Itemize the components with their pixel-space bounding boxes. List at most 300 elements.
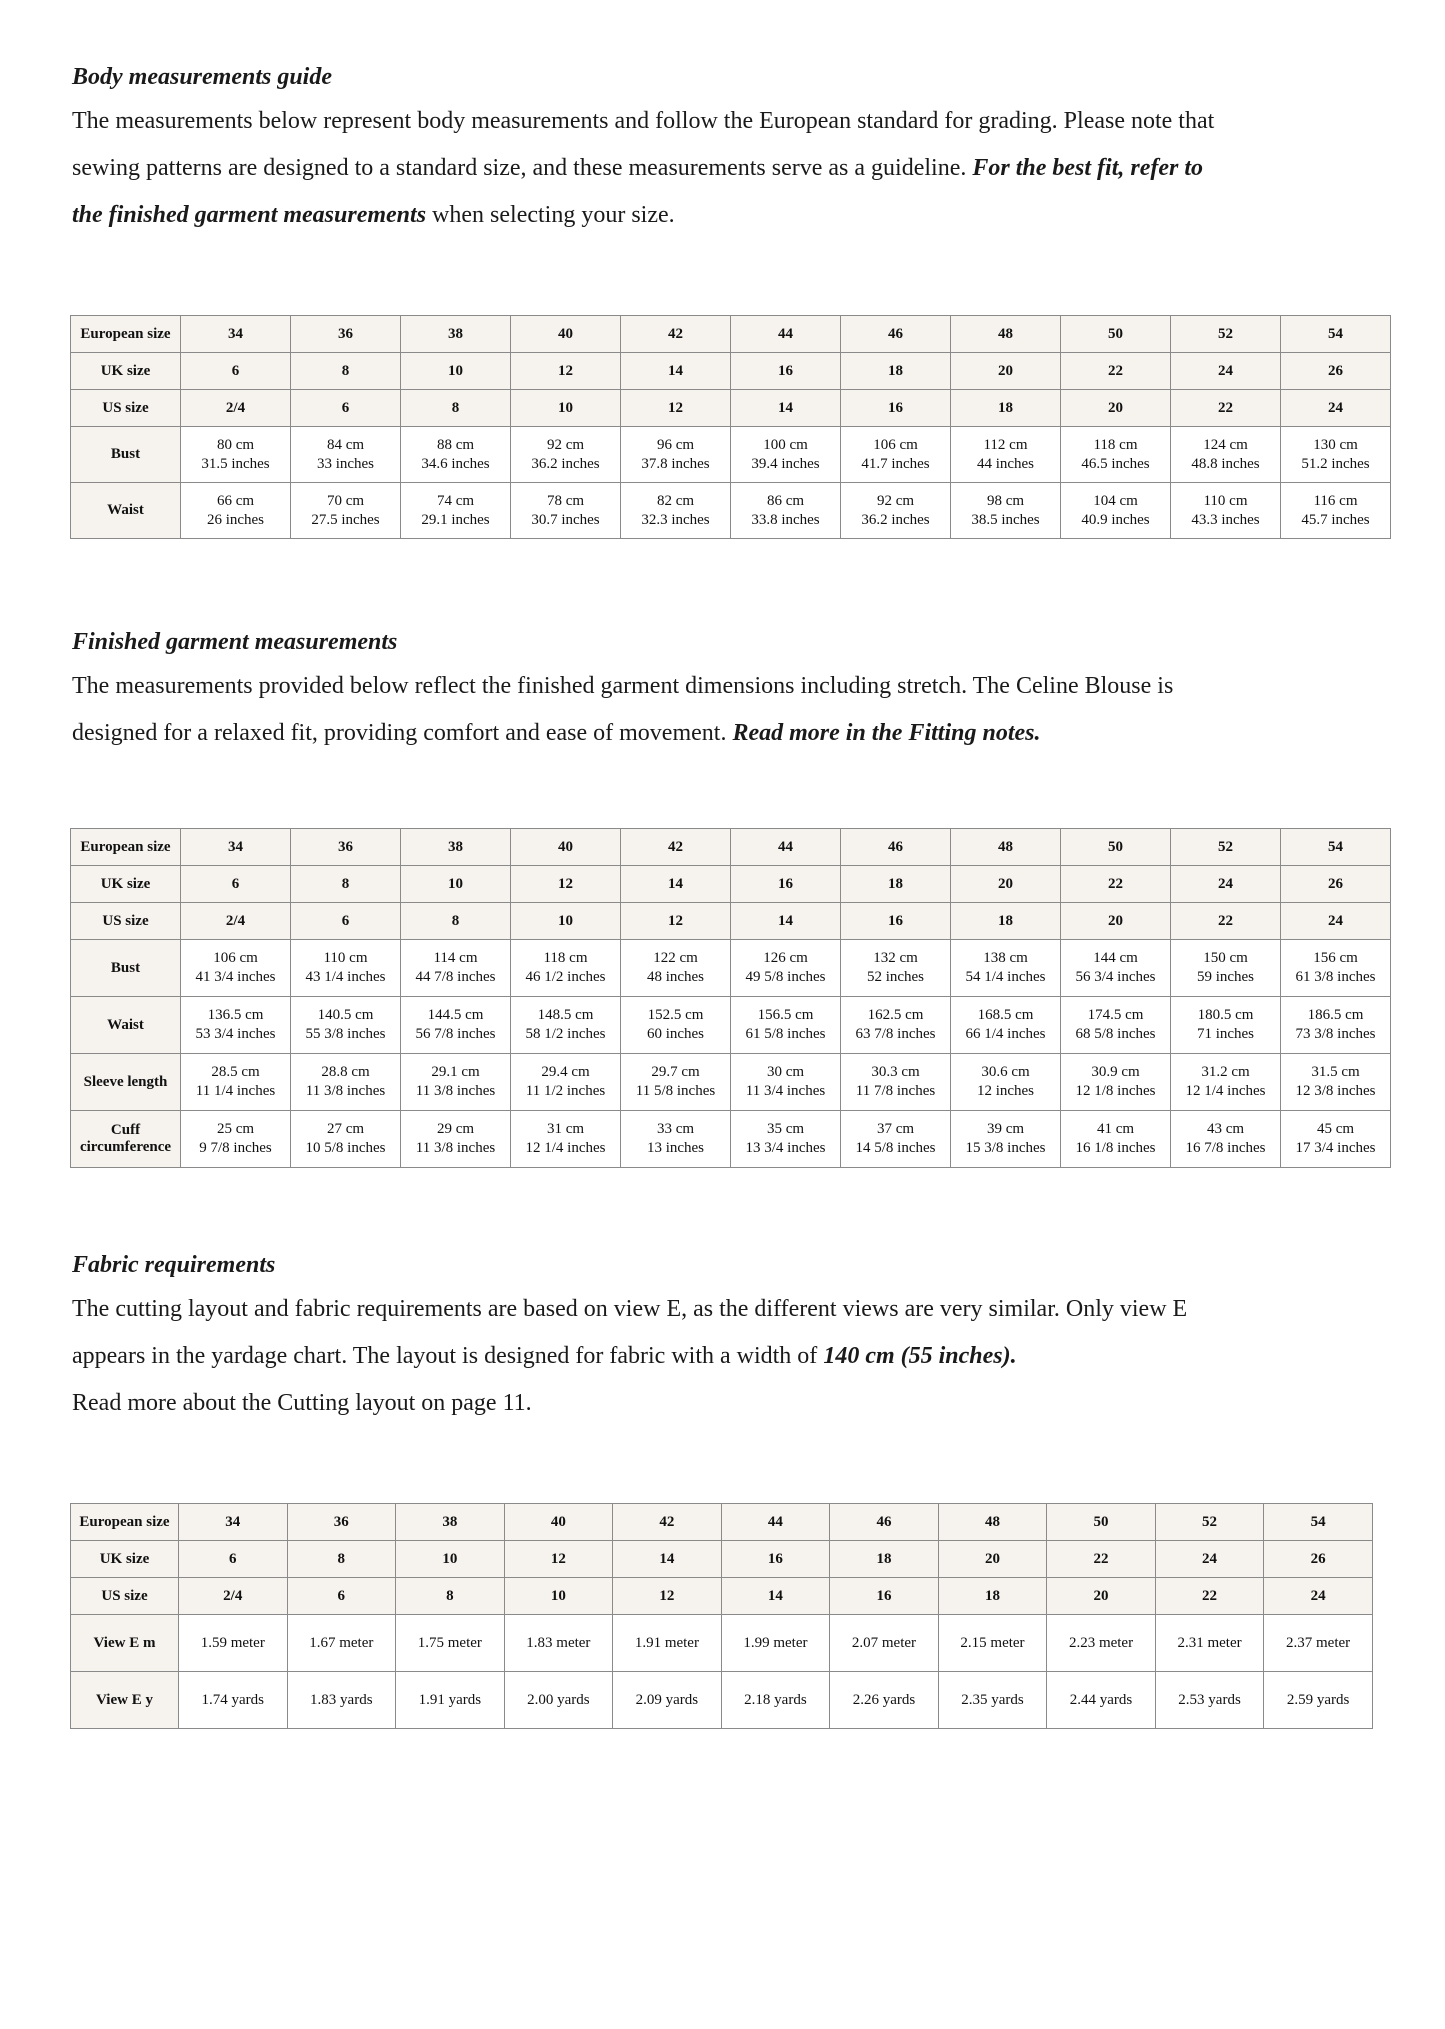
measurement-value: 1.91 yards xyxy=(418,1691,482,1708)
measurement-value: 2.31 meter xyxy=(1177,1634,1242,1651)
measurement-cell xyxy=(181,997,291,1054)
measurement-cell xyxy=(1047,1615,1156,1672)
size-cell: 6 xyxy=(287,1578,396,1615)
size-cell: 16 xyxy=(731,866,841,903)
measurement-cell xyxy=(291,427,401,483)
table-row xyxy=(71,353,1391,390)
measurement-cell xyxy=(181,427,291,483)
measurement-value: 31.2 cm xyxy=(1201,1064,1250,1080)
measurement-cell xyxy=(291,997,401,1054)
body-guide-heading: Body measurements guide xyxy=(72,64,333,90)
measurement-value: 46 1/2 inches xyxy=(525,969,606,985)
measurement-value: 54 1/4 inches xyxy=(965,969,1046,985)
body-text: sewing patterns are designed to a standard size, and these measurements serve as a guideline. xyxy=(72,155,973,181)
size-cell: 22 xyxy=(1155,1578,1264,1615)
size-cell: 44 xyxy=(731,829,841,866)
finished-section xyxy=(72,625,1392,757)
body-text: Read more about the Cutting layout on page 11. xyxy=(72,1390,532,1416)
size-cell: 20 xyxy=(938,1541,1047,1578)
measurement-value: 2.00 yards xyxy=(527,1691,590,1708)
table-row xyxy=(71,903,1391,940)
size-cell: 12 xyxy=(613,1578,722,1615)
measurement-cell xyxy=(396,1672,505,1729)
measurement-cell xyxy=(181,1054,291,1111)
body-text: designed for a relaxed fit, providing comfort and ease of movement. xyxy=(72,720,733,746)
size-cell: 12 xyxy=(621,390,731,427)
size-cell: 10 xyxy=(511,903,621,940)
measurement-cell xyxy=(1281,1111,1391,1168)
size-cell: 8 xyxy=(401,390,511,427)
measurement-value: 12 1/4 inches xyxy=(525,1140,606,1156)
table-row xyxy=(71,1672,1373,1729)
size-cell: 50 xyxy=(1061,829,1171,866)
measurement-value: 13 3/4 inches xyxy=(745,1140,826,1156)
body-text: The measurements below represent body measurements and follow the European standard for grading. Please note that xyxy=(72,108,1215,134)
measurement-value: 33 cm xyxy=(656,1121,695,1137)
emphasis-text: 140 cm (55 inches). xyxy=(823,1343,1017,1369)
measurement-value: 56 3/4 inches xyxy=(1075,969,1156,985)
size-cell: 16 xyxy=(731,353,841,390)
measurement-cell xyxy=(401,997,511,1054)
table-row xyxy=(71,1054,1391,1111)
measurement-cell xyxy=(1155,1615,1264,1672)
measurement-value: 38.5 inches xyxy=(971,511,1040,528)
measurement-value: 74 cm xyxy=(436,492,475,509)
size-cell: 34 xyxy=(181,316,291,353)
table-row xyxy=(71,427,1391,483)
size-cell: 6 xyxy=(181,353,291,390)
measurement-cell xyxy=(951,427,1061,483)
measurement-value: 52 inches xyxy=(866,969,925,985)
measurement-value: 48 inches xyxy=(646,969,705,985)
size-cell: 6 xyxy=(291,390,401,427)
measurement-value: 29.7 cm xyxy=(651,1064,700,1080)
size-cell: 54 xyxy=(1264,1504,1373,1541)
measurement-value: 28.8 cm xyxy=(321,1064,370,1080)
size-cell: 36 xyxy=(291,316,401,353)
measurement-cell xyxy=(621,940,731,997)
measurement-value: 26 inches xyxy=(206,511,265,528)
size-cell: 48 xyxy=(951,316,1061,353)
measurement-value: 34.6 inches xyxy=(421,455,490,472)
text-line xyxy=(72,145,1392,192)
size-cell: 20 xyxy=(1061,390,1171,427)
measurement-value: 27.5 inches xyxy=(311,511,380,528)
measurement-value: 92 cm xyxy=(546,436,585,453)
measurement-value: 1.59 meter xyxy=(200,1634,265,1651)
measurement-value: 1.83 meter xyxy=(526,1634,591,1651)
measurement-cell xyxy=(613,1615,722,1672)
measurement-value: 130 cm xyxy=(1313,436,1358,453)
body-text: appears in the yardage chart. The layout is designed for fabric with a width of xyxy=(72,1343,824,1369)
measurement-cell xyxy=(504,1672,613,1729)
measurement-value: 25 cm xyxy=(216,1121,255,1137)
measurement-cell xyxy=(1281,427,1391,483)
measurement-value: 45 cm xyxy=(1316,1121,1355,1137)
size-cell: 38 xyxy=(401,829,511,866)
measurement-cell xyxy=(841,940,951,997)
measurement-cell xyxy=(841,1054,951,1111)
size-cell: 22 xyxy=(1171,390,1281,427)
measurement-cell xyxy=(291,483,401,539)
size-cell: 36 xyxy=(291,829,401,866)
measurement-value: 162.5 cm xyxy=(867,1007,924,1023)
size-cell: 20 xyxy=(951,353,1061,390)
size-cell: 18 xyxy=(951,390,1061,427)
measurement-value: 31 cm xyxy=(546,1121,585,1137)
measurement-value: 61 5/8 inches xyxy=(745,1026,826,1042)
measurement-value: 36.2 inches xyxy=(531,455,600,472)
measurement-value: 186.5 cm xyxy=(1307,1007,1364,1023)
size-cell: 24 xyxy=(1171,866,1281,903)
measurement-value: 92 cm xyxy=(876,492,915,509)
table-row xyxy=(71,316,1391,353)
measurement-value: 39 cm xyxy=(986,1121,1025,1137)
text-line xyxy=(72,98,1392,145)
table-row xyxy=(71,997,1391,1054)
measurement-cell xyxy=(511,1054,621,1111)
size-cell: 18 xyxy=(841,353,951,390)
measurement-value: 51.2 inches xyxy=(1301,455,1370,472)
emphasis-text: Read more in the Fitting notes. xyxy=(732,720,1041,746)
measurement-value: 2.07 meter xyxy=(851,1634,917,1651)
measurement-cell xyxy=(830,1615,939,1672)
size-cell: 40 xyxy=(511,829,621,866)
measurement-value: 2.23 meter xyxy=(1068,1634,1134,1651)
measurement-value: 53 3/4 inches xyxy=(195,1026,276,1042)
measurement-value: 11 3/8 inches xyxy=(305,1083,386,1099)
measurement-value: 174.5 cm xyxy=(1087,1007,1144,1023)
size-cell: 12 xyxy=(504,1541,613,1578)
size-cell: 22 xyxy=(1047,1541,1156,1578)
measurement-value: 136.5 cm xyxy=(207,1007,264,1023)
size-cell: 12 xyxy=(511,353,621,390)
measurement-cell xyxy=(1264,1615,1373,1672)
measurement-value: 29.4 cm xyxy=(541,1064,590,1080)
measurement-value: 48.8 inches xyxy=(1191,455,1260,472)
row-label: US size xyxy=(71,1578,179,1615)
measurement-value: 180.5 cm xyxy=(1197,1007,1254,1023)
measurement-value: 13 inches xyxy=(646,1140,705,1156)
measurement-cell xyxy=(1061,940,1171,997)
measurement-cell xyxy=(951,940,1061,997)
measurement-cell xyxy=(1061,997,1171,1054)
measurement-value: 150 cm xyxy=(1203,950,1248,966)
measurement-value: 88 cm xyxy=(436,436,475,453)
measurement-cell xyxy=(287,1672,396,1729)
text-line xyxy=(72,663,1392,710)
measurement-value: 152.5 cm xyxy=(647,1007,704,1023)
measurement-value: 1.99 meter xyxy=(743,1634,808,1651)
measurement-value: 86 cm xyxy=(766,492,805,509)
finished-garment-table xyxy=(70,828,1391,1168)
text-line xyxy=(72,192,1392,239)
table-row xyxy=(71,1615,1373,1672)
measurement-cell xyxy=(511,997,621,1054)
measurement-cell xyxy=(1061,427,1171,483)
measurement-value: 9 7/8 inches xyxy=(199,1140,272,1156)
size-cell: 8 xyxy=(291,866,401,903)
size-cell: 14 xyxy=(613,1541,722,1578)
measurement-value: 2.53 yards xyxy=(1178,1691,1241,1708)
table-row xyxy=(71,1504,1373,1541)
measurement-cell xyxy=(830,1672,939,1729)
measurement-value: 30.9 cm xyxy=(1091,1064,1140,1080)
measurement-cell xyxy=(1281,483,1391,539)
measurement-value: 1.67 meter xyxy=(309,1634,374,1651)
size-cell: 8 xyxy=(396,1578,505,1615)
measurement-cell xyxy=(401,427,511,483)
row-label: UK size xyxy=(71,353,181,390)
measurement-value: 37.8 inches xyxy=(641,455,710,472)
measurement-value: 30.3 cm xyxy=(871,1064,920,1080)
table-row xyxy=(71,1541,1373,1578)
measurement-value: 11 1/4 inches xyxy=(195,1083,276,1099)
measurement-value: 60 inches xyxy=(646,1026,705,1042)
body-guide-text xyxy=(72,98,1392,239)
size-cell: 26 xyxy=(1264,1541,1373,1578)
measurement-value: 106 cm xyxy=(213,950,258,966)
emphasis-text: the finished garment measurements xyxy=(72,202,427,228)
size-cell: 44 xyxy=(721,1504,830,1541)
size-cell: 2/4 xyxy=(179,1578,288,1615)
measurement-value: 116 cm xyxy=(1313,492,1358,509)
measurement-value: 16 7/8 inches xyxy=(1185,1140,1266,1156)
measurement-value: 112 cm xyxy=(983,436,1028,453)
measurement-value: 43 cm xyxy=(1206,1121,1245,1137)
size-cell: 40 xyxy=(511,316,621,353)
measurement-value: 144.5 cm xyxy=(427,1007,484,1023)
measurement-value: 144 cm xyxy=(1093,950,1138,966)
measurement-value: 2.35 yards xyxy=(961,1691,1024,1708)
measurement-cell xyxy=(721,1615,830,1672)
measurement-value: 2.18 yards xyxy=(744,1691,807,1708)
measurement-cell xyxy=(401,483,511,539)
measurement-value: 12 3/8 inches xyxy=(1295,1083,1376,1099)
size-cell: 48 xyxy=(938,1504,1047,1541)
size-cell: 2/4 xyxy=(181,903,291,940)
body-text: The measurements provided below reflect the finished garment dimensions including stretch. The Celine Blouse is xyxy=(72,673,1174,699)
measurement-value: 11 3/4 inches xyxy=(745,1083,826,1099)
size-cell: 46 xyxy=(830,1504,939,1541)
measurement-cell xyxy=(511,483,621,539)
measurement-cell xyxy=(1171,1111,1281,1168)
measurement-value: 140.5 cm xyxy=(317,1007,374,1023)
measurement-cell xyxy=(401,1054,511,1111)
row-label: Bust xyxy=(71,940,181,997)
size-cell: 20 xyxy=(1047,1578,1156,1615)
measurement-cell xyxy=(1061,1111,1171,1168)
measurement-value: 56 7/8 inches xyxy=(415,1026,496,1042)
measurement-value: 33.8 inches xyxy=(751,511,820,528)
row-label: Bust xyxy=(71,427,181,483)
measurement-cell xyxy=(1264,1672,1373,1729)
measurement-value: 10 5/8 inches xyxy=(305,1140,386,1156)
size-cell: 20 xyxy=(951,866,1061,903)
size-cell: 10 xyxy=(401,866,511,903)
measurement-cell xyxy=(1171,1054,1281,1111)
measurement-value: 30 cm xyxy=(766,1064,805,1080)
size-cell: 10 xyxy=(504,1578,613,1615)
measurement-cell xyxy=(181,940,291,997)
size-cell: 16 xyxy=(830,1578,939,1615)
measurement-value: 118 cm xyxy=(543,950,588,966)
measurement-value: 43 1/4 inches xyxy=(305,969,386,985)
measurement-cell xyxy=(1281,940,1391,997)
size-cell: 14 xyxy=(621,353,731,390)
size-cell: 14 xyxy=(731,903,841,940)
measurement-cell xyxy=(1155,1672,1264,1729)
size-cell: 16 xyxy=(841,390,951,427)
text-line xyxy=(72,1380,1392,1427)
measurement-cell xyxy=(1061,1054,1171,1111)
size-cell: 14 xyxy=(721,1578,830,1615)
measurement-cell xyxy=(731,940,841,997)
size-cell: 24 xyxy=(1281,903,1391,940)
measurement-cell xyxy=(1281,997,1391,1054)
row-label: View E y xyxy=(71,1672,179,1729)
measurement-value: 31.5 cm xyxy=(1311,1064,1360,1080)
measurement-cell xyxy=(938,1672,1047,1729)
text-line xyxy=(72,1286,1392,1333)
body-guide-section xyxy=(72,60,1392,239)
measurement-value: 68 5/8 inches xyxy=(1075,1026,1156,1042)
measurement-value: 32.3 inches xyxy=(641,511,710,528)
measurement-value: 124 cm xyxy=(1203,436,1248,453)
table-row xyxy=(71,940,1391,997)
measurement-cell xyxy=(179,1615,288,1672)
table-row xyxy=(71,829,1391,866)
measurement-value: 11 7/8 inches xyxy=(855,1083,936,1099)
measurement-value: 1.83 yards xyxy=(310,1691,373,1708)
measurement-cell xyxy=(841,483,951,539)
row-label: European size xyxy=(71,829,181,866)
size-cell: 54 xyxy=(1281,829,1391,866)
measurement-value: 40.9 inches xyxy=(1081,511,1150,528)
measurement-value: 17 3/4 inches xyxy=(1295,1140,1376,1156)
size-cell: 10 xyxy=(401,353,511,390)
measurement-cell xyxy=(731,1054,841,1111)
measurement-value: 44 inches xyxy=(976,455,1035,472)
size-cell: 52 xyxy=(1171,829,1281,866)
measurement-value: 44 7/8 inches xyxy=(415,969,496,985)
body-text: when selecting your size. xyxy=(426,202,675,228)
measurement-value: 43.3 inches xyxy=(1191,511,1260,528)
size-cell: 26 xyxy=(1281,866,1391,903)
measurement-value: 78 cm xyxy=(546,492,585,509)
measurement-cell xyxy=(291,1111,401,1168)
row-label: Waist xyxy=(71,997,181,1054)
measurement-cell xyxy=(511,1111,621,1168)
measurement-value: 1.91 meter xyxy=(634,1634,699,1651)
measurement-value: 156.5 cm xyxy=(757,1007,814,1023)
size-cell: 18 xyxy=(951,903,1061,940)
measurement-value: 28.5 cm xyxy=(211,1064,260,1080)
measurement-value: 37 cm xyxy=(876,1121,915,1137)
measurement-value: 11 5/8 inches xyxy=(635,1083,716,1099)
size-cell: 12 xyxy=(511,866,621,903)
measurement-value: 55 3/8 inches xyxy=(305,1026,386,1042)
measurement-cell xyxy=(291,1054,401,1111)
measurement-value: 59 inches xyxy=(1196,969,1255,985)
measurement-value: 36.2 inches xyxy=(861,511,930,528)
size-cell: 38 xyxy=(401,316,511,353)
measurement-cell xyxy=(721,1672,830,1729)
measurement-value: 70 cm xyxy=(326,492,365,509)
measurement-cell xyxy=(951,1054,1061,1111)
measurement-value: 41 cm xyxy=(1096,1121,1135,1137)
size-cell: 48 xyxy=(951,829,1061,866)
measurement-cell xyxy=(841,427,951,483)
measurement-value: 29.1 cm xyxy=(431,1064,480,1080)
text-line xyxy=(72,710,1392,757)
measurement-value: 98 cm xyxy=(986,492,1025,509)
measurement-cell xyxy=(731,1111,841,1168)
measurement-value: 114 cm xyxy=(433,950,478,966)
measurement-value: 110 cm xyxy=(1203,492,1248,509)
measurement-value: 35 cm xyxy=(766,1121,805,1137)
measurement-cell xyxy=(1171,940,1281,997)
measurement-cell xyxy=(1171,427,1281,483)
measurement-value: 27 cm xyxy=(326,1121,365,1137)
size-cell: 24 xyxy=(1171,353,1281,390)
measurement-value: 45.7 inches xyxy=(1301,511,1370,528)
row-label: View E m xyxy=(71,1615,179,1672)
measurement-cell xyxy=(1281,1054,1391,1111)
measurement-value: 12 inches xyxy=(976,1083,1035,1099)
measurement-value: 2.59 yards xyxy=(1286,1691,1350,1708)
size-cell: 6 xyxy=(179,1541,288,1578)
measurement-value: 30.6 cm xyxy=(981,1064,1030,1080)
finished-text xyxy=(72,663,1392,757)
measurement-value: 63 7/8 inches xyxy=(855,1026,936,1042)
measurement-value: 168.5 cm xyxy=(977,1007,1034,1023)
measurement-value: 58 1/2 inches xyxy=(525,1026,606,1042)
row-label: US size xyxy=(71,903,181,940)
measurement-value: 29.1 inches xyxy=(421,511,490,528)
size-cell: 24 xyxy=(1264,1578,1373,1615)
size-cell: 42 xyxy=(621,829,731,866)
measurement-value: 104 cm xyxy=(1093,492,1138,509)
row-label: Cuff circumference xyxy=(71,1111,181,1168)
measurement-cell xyxy=(1171,997,1281,1054)
measurement-cell xyxy=(401,1111,511,1168)
size-cell: 22 xyxy=(1171,903,1281,940)
measurement-cell xyxy=(951,483,1061,539)
fabric-requirements-table xyxy=(70,1503,1373,1729)
measurement-value: 122 cm xyxy=(653,950,698,966)
measurement-value: 12 1/8 inches xyxy=(1075,1083,1156,1099)
size-cell: 24 xyxy=(1155,1541,1264,1578)
fabric-text xyxy=(72,1286,1392,1427)
size-cell: 10 xyxy=(396,1541,505,1578)
size-cell: 8 xyxy=(287,1541,396,1578)
measurement-cell xyxy=(1171,483,1281,539)
size-cell: 38 xyxy=(396,1504,505,1541)
size-cell: 46 xyxy=(841,316,951,353)
measurement-cell xyxy=(181,1111,291,1168)
measurement-value: 2.26 yards xyxy=(852,1691,916,1708)
measurement-cell xyxy=(841,1111,951,1168)
measurement-value: 138 cm xyxy=(983,950,1028,966)
measurement-value: 1.74 yards xyxy=(201,1691,265,1708)
measurement-value: 31.5 inches xyxy=(201,455,270,472)
measurement-cell xyxy=(621,483,731,539)
row-label: Sleeve length xyxy=(71,1054,181,1111)
measurement-cell xyxy=(841,997,951,1054)
size-cell: 18 xyxy=(830,1541,939,1578)
size-cell: 6 xyxy=(291,903,401,940)
